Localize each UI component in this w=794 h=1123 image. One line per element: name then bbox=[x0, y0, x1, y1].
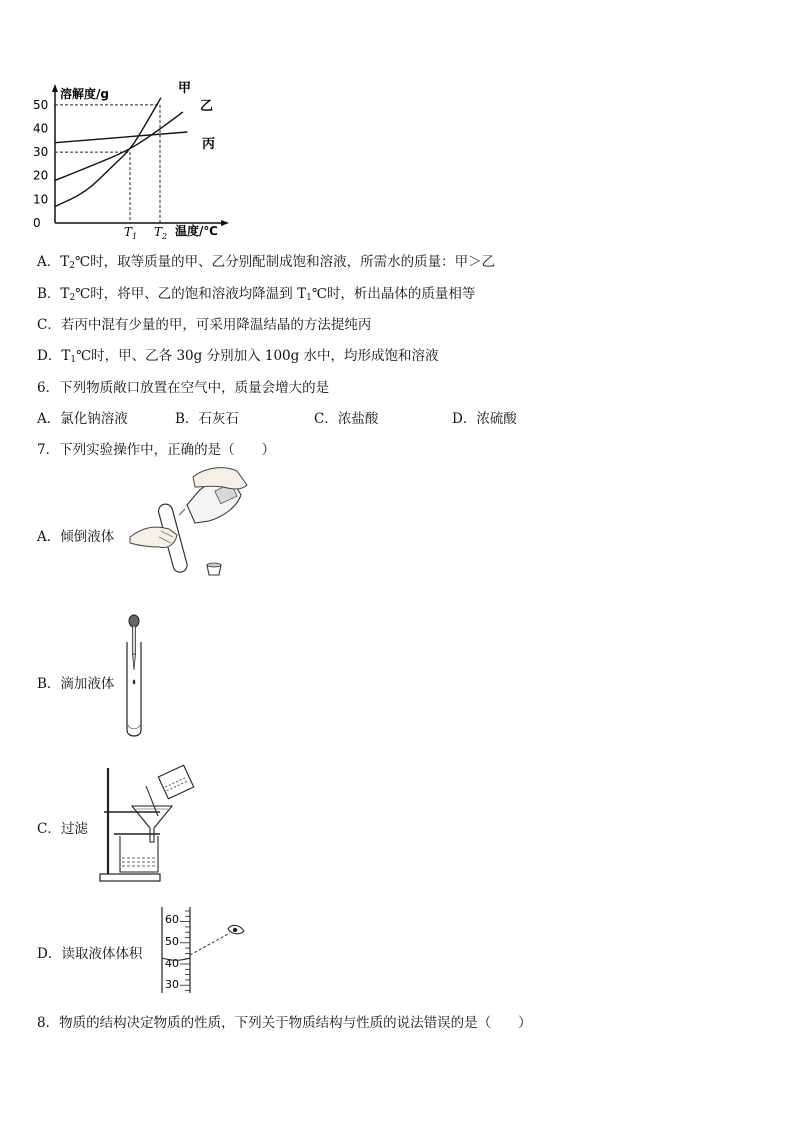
y-tick-10: 10 bbox=[33, 192, 49, 207]
series-label-丙: 丙 bbox=[202, 137, 216, 152]
x-tick-t2: $T_2$ bbox=[154, 225, 168, 240]
x-axis-label: 温度/℃ bbox=[175, 224, 218, 238]
cyl-label-50: 50 bbox=[165, 935, 179, 948]
q5-option-c: C．若丙中混有少量的甲，可采用降温结晶的方法提纯丙 bbox=[37, 317, 372, 333]
q7-label-a: A．倾倒液体 bbox=[37, 529, 115, 545]
curve-乙 bbox=[55, 112, 183, 181]
q6-option-b: B．石灰石 bbox=[175, 411, 239, 427]
dropping-liquid-figure bbox=[118, 612, 158, 742]
series-label-甲: 甲 bbox=[178, 81, 192, 96]
q7-label-d: D．读取液体体积 bbox=[37, 946, 143, 962]
q7-stem: 7．下列实验操作中，正确的是（ ） bbox=[37, 442, 276, 458]
q6-stem: 6．下列物质敞口放置在空气中，质量会增大的是 bbox=[37, 380, 330, 396]
q8-stem: 8．物质的结构决定物质的性质，下列关于物质结构与性质的说法错误的是（ ） bbox=[37, 1015, 532, 1031]
cyl-label-60: 60 bbox=[165, 913, 179, 926]
y-tick-30: 30 bbox=[33, 145, 49, 160]
eye-icon bbox=[228, 925, 244, 933]
q6-option-a: A．氯化钠溶液 bbox=[37, 411, 128, 427]
q7-label-c: C．过滤 bbox=[37, 821, 88, 837]
y-tick-50: 50 bbox=[33, 97, 49, 112]
y-tick-40: 40 bbox=[33, 121, 49, 136]
curve-丙 bbox=[55, 132, 187, 143]
x-axis-arrow-icon bbox=[221, 220, 229, 226]
filtration-figure bbox=[98, 762, 203, 887]
y-tick-labels bbox=[33, 98, 48, 230]
pouring-liquid-figure bbox=[125, 465, 255, 585]
q5-option-d: D．$T_1℃$时，甲、乙各 30g 分别加入 100g 水中，均形成饱和溶液 bbox=[37, 348, 439, 365]
series-labels bbox=[178, 81, 215, 152]
q7-label-b: B．滴加液体 bbox=[37, 676, 115, 692]
guide-lines bbox=[55, 105, 160, 223]
solubility-chart bbox=[30, 80, 240, 240]
x-tick-t1: $T_1$ bbox=[124, 225, 138, 240]
reading-volume-figure bbox=[158, 905, 248, 995]
y-tick-20: 20 bbox=[33, 168, 49, 183]
cyl-label-30: 30 bbox=[165, 978, 179, 991]
q6-option-d: D．浓硫酸 bbox=[452, 411, 517, 427]
series-label-乙: 乙 bbox=[200, 99, 214, 114]
y-tick-0: 0 bbox=[33, 216, 41, 230]
q5-option-a: A．$T_2℃$时，取等质量的甲、乙分别配制成饱和溶液，所需水的质量：甲＞乙 bbox=[37, 254, 496, 271]
cyl-label-40: 40 bbox=[165, 957, 179, 970]
y-axis-label: 溶解度/g bbox=[60, 87, 109, 101]
q5-option-b: B．$T_2℃$时，将甲、乙的饱和溶液均降温到 $T_1℃$时，析出晶体的质量相等 bbox=[37, 286, 476, 303]
y-axis-arrow-icon bbox=[52, 84, 58, 92]
q6-option-c: C．浓盐酸 bbox=[314, 411, 379, 427]
